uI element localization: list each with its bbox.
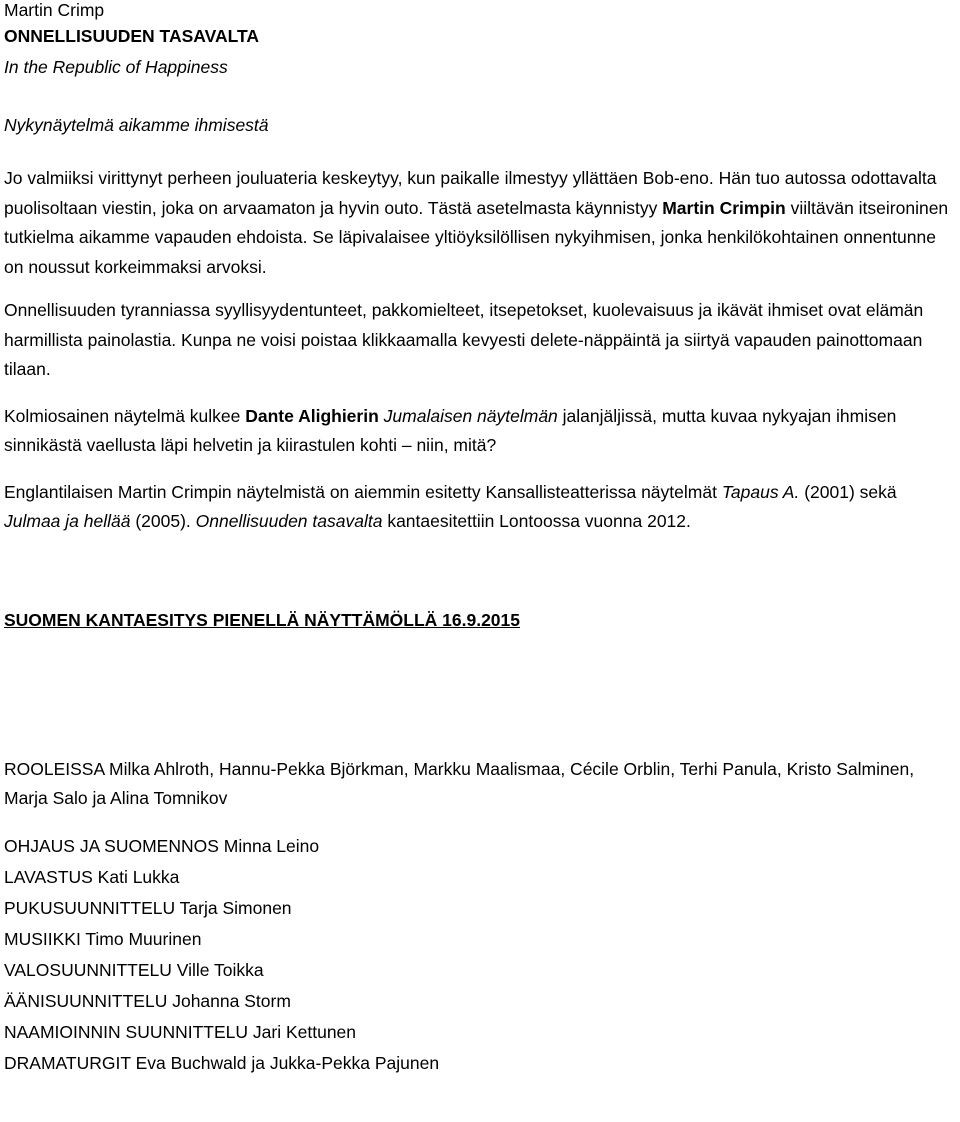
crew-item-costume-design: PUKUSUUNNITTELU Tarja Simonen: [4, 897, 292, 918]
author-name: Martin Crimp: [4, 0, 105, 20]
divine-comedy-title: Jumalaisen näytelmän: [383, 405, 558, 426]
dante-mention: Dante Alighierin: [245, 405, 379, 426]
premiere-heading: SUOMEN KANTAESITYS PIENELLÄ NÄYTTÄMÖLLÄ 16.9.2015: [4, 609, 521, 630]
crew-item-sound: ÄÄNISUUNNITTELU Johanna Storm: [4, 990, 291, 1011]
crew-item-lighting: VALOSUUNNITTELU Ville Toikka: [4, 959, 264, 980]
crew-item-makeup: NAAMIOINNIN SUUNNITTELU Jari Kettunen: [4, 1021, 357, 1042]
crew-item-dramaturgs: DRAMATURGIT Eva Buchwald ja Jukka-Pekka Pajunen: [4, 1052, 440, 1073]
synopsis-paragraph-1: [4, 164, 956, 282]
credits-section: [4, 755, 956, 1079]
synopsis-1-text-a: Jo valmiiksi virittynyt perheen jouluateria keskeytyy, kun paikalle ilmestyy yllättäen Bob-eno. Hän tuo autossa odottavalta puolisoltaan viestin, joka on arvaamaton ja hyvin outo. Tästä asetelmasta käynnistyy: [4, 168, 937, 218]
synopsis-4-text-e: (2005).: [130, 511, 196, 531]
author-mention: Martin Crimpin: [662, 197, 786, 218]
play-subheading: Nykynäytelmä aikamme ihmisestä: [4, 115, 269, 135]
play-title-onnellisuuden: Onnellisuuden tasavalta: [195, 511, 383, 531]
play-title-julmaa: Julmaa ja hellää: [4, 511, 131, 531]
crew-item-set-design: LAVASTUS Kati Lukka: [4, 866, 180, 887]
synopsis-4-text-g: kantaesitettiin Lontoossa vuonna 2012.: [382, 511, 691, 531]
english-title: In the Republic of Happiness: [4, 57, 228, 77]
cast-list: ROOLEISSA Milka Ahlroth, Hannu-Pekka Björkman, Markku Maalismaa, Cécile Orblin, Terhi Panula, Kristo Salminen, Marja Salo ja Alina Tomnikov: [4, 758, 915, 808]
synopsis-paragraph-4: [4, 478, 956, 537]
synopsis-paragraph-2: Onnellisuuden tyranniassa syyllisyydentunteet, pakkomielteet, itsepetokset, kuolevaisuus ja ikävät ihmiset ovat elämän harmillista painolastia. Kunpa ne voisi poistaa klikkaamalla kevyesti delete-näppäintä ja siirtyä vapauden painottomaan tilaan.: [4, 300, 924, 379]
crew-item-music: MUSIIKKI Timo Muurinen: [4, 928, 202, 949]
synopsis-3-text-e: jalanjäljissä, mutta kuvaa nykyajan ihmisen sinnikästä vaellusta läpi helvetin ja kiirastulen kohti – niin, mitä?: [4, 405, 897, 455]
crew-item-direction: OHJAUS JA SUOMENNOS Minna Leino: [4, 835, 320, 856]
synopsis-4-text-c: (2001) sekä: [799, 481, 897, 502]
play-title: ONNELLISUUDEN TASAVALTA: [4, 26, 260, 46]
synopsis-1-text-c: viiltävän itseironinen tutkielma aikamme vapauden ehdoista. Se läpivalaisee yltiöyksilöllisen nykyihmisen, jonka henkilökohtainen onnentunne on noussut korkeimmaksi arvoksi.: [4, 197, 949, 277]
crew-list: [4, 831, 956, 1079]
synopsis-3-text-a: Kolmiosainen näytelmä kulkee: [4, 405, 246, 426]
document: [4, 0, 956, 1079]
synopsis-paragraph-3: [4, 402, 956, 461]
play-title-tapaus: Tapaus A.: [721, 481, 800, 502]
synopsis-4-text-a: Englantilaisen Martin Crimpin näytelmistä on aiemmin esitetty Kansallisteatterissa näytelmät: [4, 481, 722, 502]
